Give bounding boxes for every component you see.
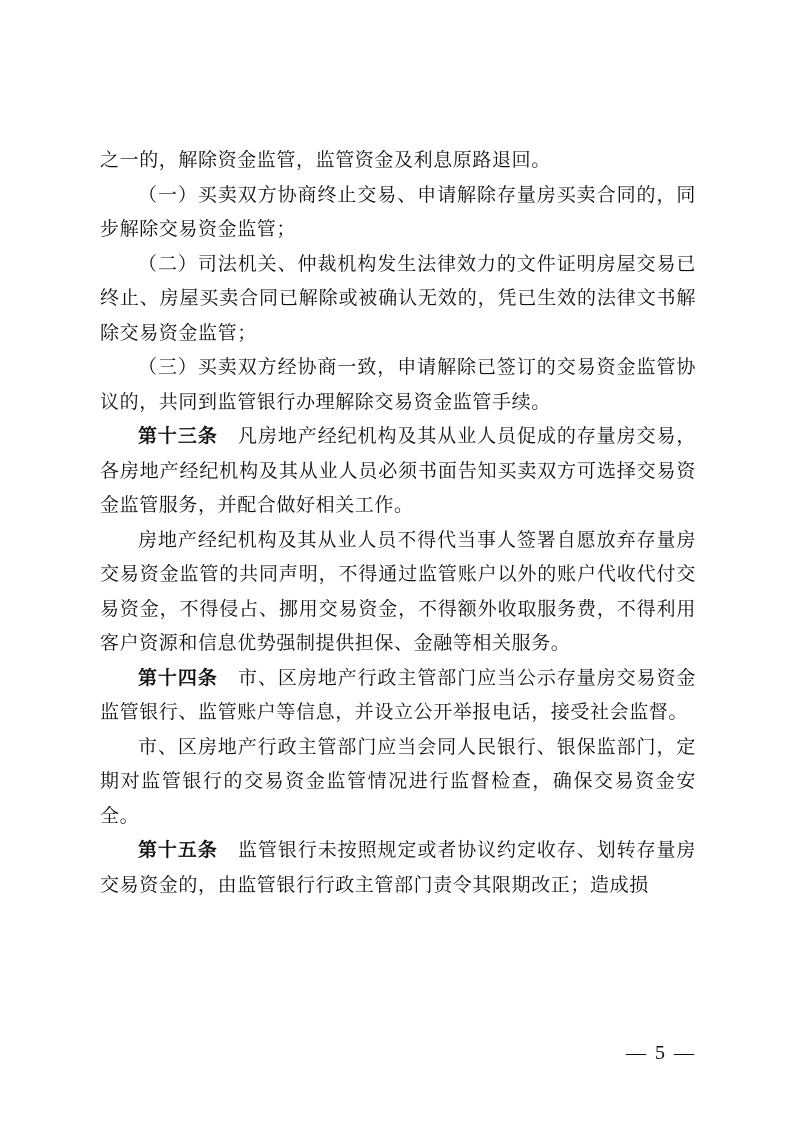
paragraph-text: 市、区房地产行政主管部门应当公示存量房交易资金监管银行、监管账户等信息，并设立公开举报电话，接受社会监督。: [100, 666, 696, 723]
paragraph-text: 监管银行未按照规定或者协议约定收存、划转存量房交易资金的，由监管银行行政主管部门责令其限期改正；造成损: [100, 839, 696, 896]
paragraph-text: 凡房地产经纪机构及其从业人员促成的存量房交易，各房地产经纪机构及其从业人员必须书面告知买卖双方可选择交易资金监管服务，并配合做好相关工作。: [100, 425, 696, 516]
article-14: [100, 661, 696, 730]
article-heading: 第十四条: [138, 666, 218, 689]
article-15: [100, 833, 696, 902]
paragraph-6: [100, 523, 696, 661]
paragraph-4: [100, 350, 696, 419]
article-heading: 第十五条: [138, 839, 218, 861]
paragraph-8: [100, 730, 696, 834]
paragraph-text: 房地产经纪机构及其从业人员不得代当事人签署自愿放弃存量房交易资金监管的共同声明，不得通过监管账户以外的账户代收代付交易资金，不得侵占、挪用交易资金，不得额外收取服务费，不得利用客户资源和信息优势强制提供担保、金融等相关服务。: [100, 528, 696, 654]
document-body: [100, 143, 696, 902]
paragraph-text: （三）买卖双方经协商一致，申请解除已签订的交易资金监管协议的，共同到监管银行办理解除交易资金监管手续。: [100, 356, 696, 413]
paragraph-text: （二）司法机关、仲裁机构发生法律效力的文件证明房屋交易已终止、房屋买卖合同已解除或被确认无效的，凭已生效的法律文书解除交易资金监管；: [100, 252, 696, 344]
paragraph-2: [100, 178, 696, 247]
paragraph-text: 之一的，解除资金监管，监管资金及利息原路退回。: [100, 149, 551, 171]
paragraph-text: 市、区房地产行政主管部门应当会同人民银行、银保监部门，定期对监管银行的交易资金监管情况进行监督检查，确保交易资金安全。: [100, 735, 696, 827]
article-13: [100, 419, 696, 523]
paragraph-text: （一）买卖双方协商终止交易、申请解除存量房买卖合同的，同步解除交易资金监管；: [100, 183, 696, 240]
page-number: — 5 —: [626, 1042, 696, 1064]
paragraph-3: [100, 247, 696, 351]
paragraph-1: [100, 143, 696, 178]
article-heading: 第十三条: [138, 425, 218, 447]
